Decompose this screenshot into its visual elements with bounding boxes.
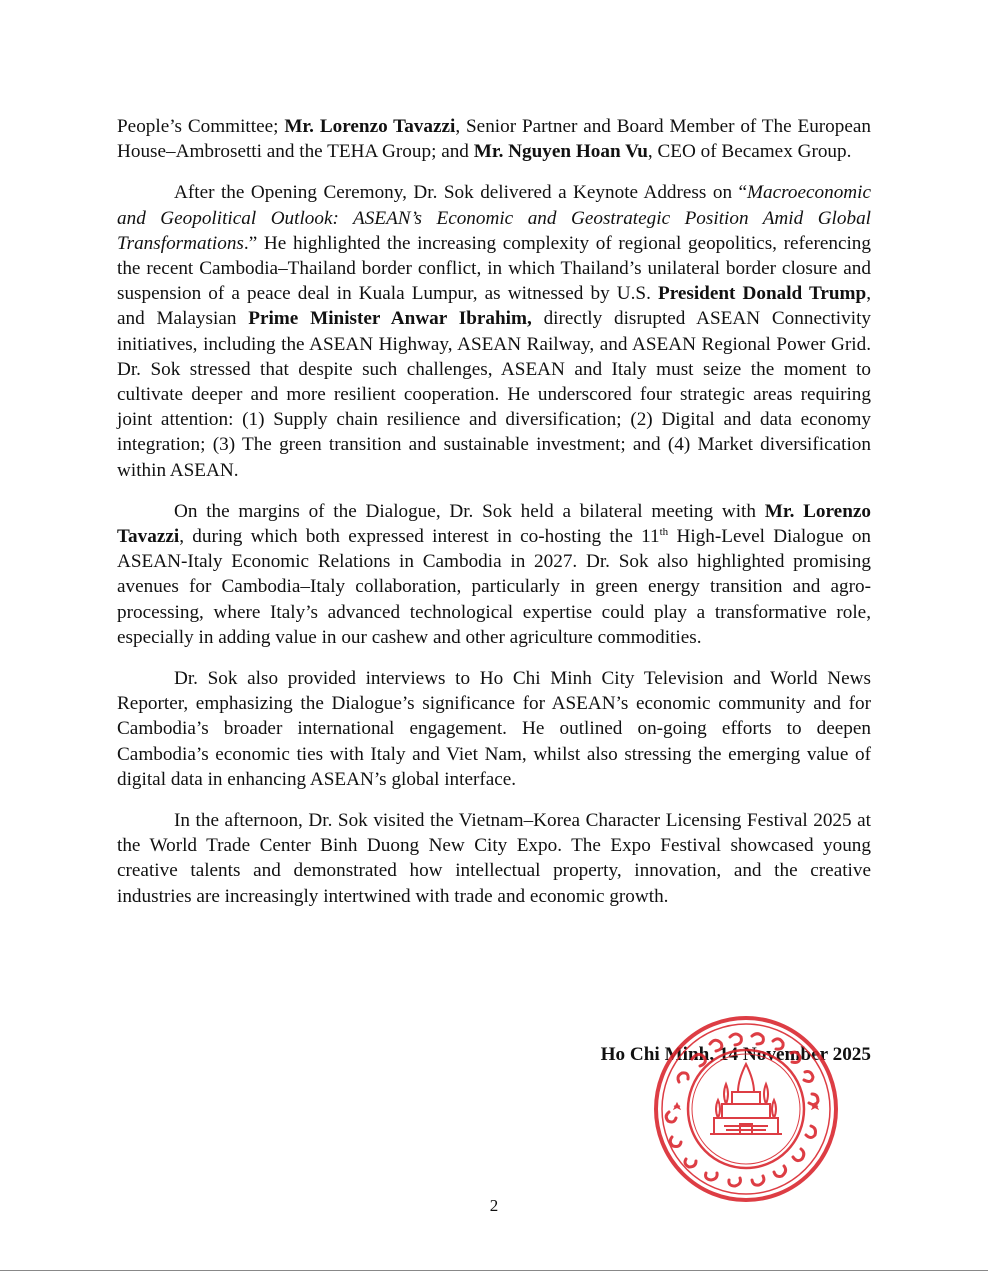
name-bold: President Donald Trump (657, 283, 867, 305)
name-bold: Mr. Lorenzo Tavazzi (117, 500, 871, 548)
paragraph-4: Dr. Sok also provided interviews to Ho Chi Minh City Television and World News Reporter, emphasizing the Dialogue’s significance for ASEAN’s economic community and for Cambodia’s broader international engagement. He outlined on-going efforts to deepen Cambodia’s economic ties with Italy and Viet Nam, whilst also stressing the emerging value of digital data in enhancing ASEAN’s global interface. (117, 668, 871, 790)
keynote-title: Macroeconomic and Geopolitical Outlook: ASEAN’s Economic and Geostrategic Position Amid Global Transformations (117, 182, 871, 254)
name-bold: Mr. Nguyen Hoan Vu (473, 141, 648, 163)
text-run: After the Opening Ceremony, Dr. Sok delivered a Keynote Address on “ (174, 182, 748, 204)
document-body (117, 114, 871, 925)
name-bold: Prime Minister Anwar Ibrahim, (248, 308, 532, 330)
place-date-signoff: Ho Chi Minh, 14 November 2025 (600, 1044, 871, 1065)
text-run: High-Level Dialogue on ASEAN-Italy Economic Relations in Cambodia in 2027. Dr. Sok also highlighted promising avenues for Cambodia–Italy collaboration, particularly in green energy transition and agro-processing, where Italy’s advanced technological expertise could play a transformative role, especially in adding value in our cashew and other agriculture commodities. (117, 526, 872, 648)
text-run: directly disrupted ASEAN Connectivity initiatives, including the ASEAN Highway, ASEAN Railway, and ASEAN Regional Power Grid. Dr. Sok stressed that despite such challenges, ASEAN and Italy must seize the moment to cultivate deeper and more resilient cooperation. He underscored four strategic areas requiring joint attention: (1) Supply chain resilience and diversification; (2) Digital and data economy integration; (3) The green transition and sustainable investment; and (4) Market diversification within ASEAN. (117, 308, 871, 481)
text-run: , CEO of Becamex Group. (647, 141, 852, 163)
page-edge-divider (0, 1270, 988, 1271)
official-seal-icon (652, 1014, 840, 1204)
paragraph-2 (117, 180, 871, 482)
page-number: 2 (489, 1196, 499, 1215)
text-run: On the margins of the Dialogue, Dr. Sok held a bilateral meeting with (174, 500, 765, 522)
text-run: , during which both expressed interest in co-hosting the 11 (179, 526, 660, 548)
ordinal-superscript: th (659, 526, 669, 539)
text-run: , Senior Partner and Board Member of The European House–Ambrosetti and the TEHA Group; and (117, 116, 871, 163)
paragraph-1 (117, 114, 871, 164)
name-bold: Mr. Lorenzo Tavazzi (284, 116, 456, 137)
paragraph-3 (117, 499, 871, 650)
text-run: .” He highlighted the increasing complexity of regional geopolitics, referencing the recent Cambodia–Thailand border conflict, in which Thailand’s unilateral border closure and suspension of a peace deal in Kuala Lumpur, as witnessed by U.S. (117, 232, 871, 305)
text-run: People’s Committee; (117, 116, 285, 137)
text-run: , and Malaysian (117, 283, 871, 330)
paragraph-5: In the afternoon, Dr. Sok visited the Vietnam–Korea Character Licensing Festival 2025 at the World Trade Center Binh Duong New City Expo. The Expo Festival showcased young creative talents and demonstrated how intellectual property, innovation, and the creative industries are increasingly intertwined with trade and economic growth. (117, 810, 871, 907)
